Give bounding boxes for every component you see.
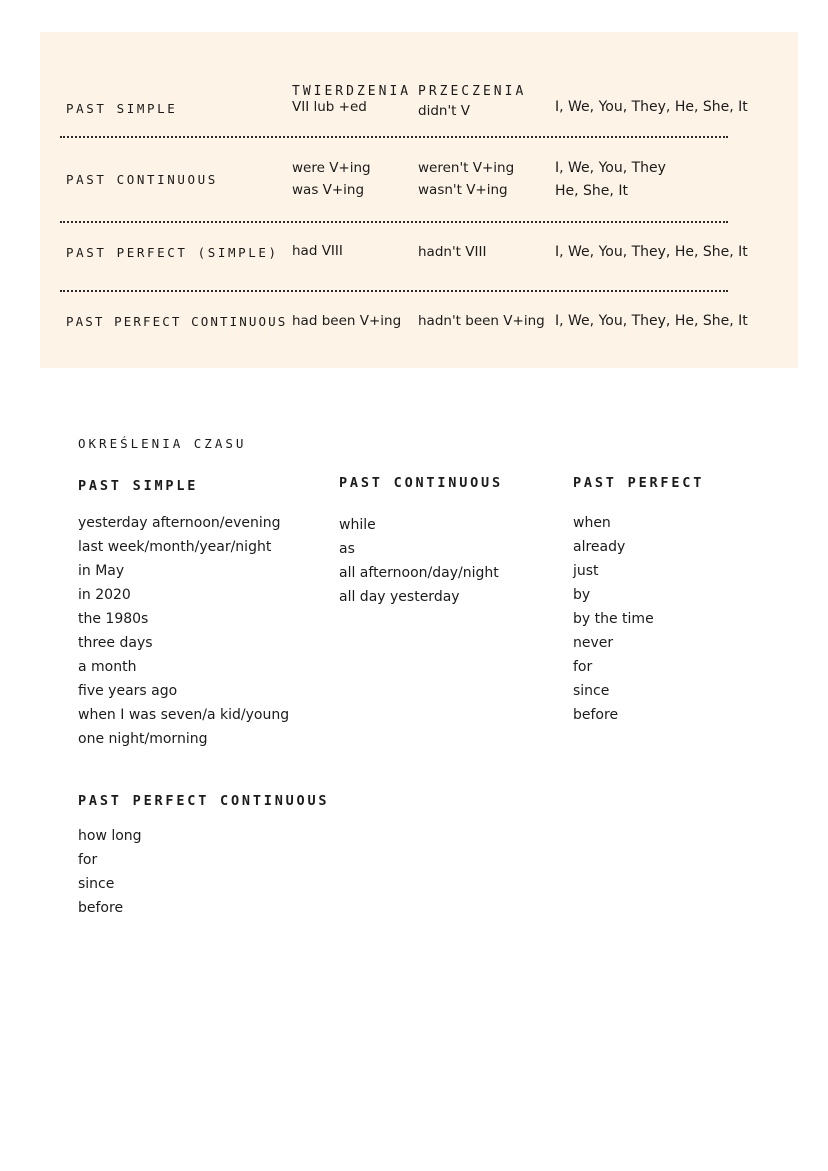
pronouns: He, She, It [555, 183, 628, 199]
row-divider [60, 290, 728, 292]
list-item: when [573, 515, 611, 531]
list-item: one night/morning [78, 731, 208, 747]
row-divider [60, 221, 728, 223]
negative-form: hadn't been V+ing [418, 313, 545, 329]
negative-form: weren't V+ing [418, 160, 515, 176]
expression-list [573, 511, 704, 727]
pronouns: I, We, You, They, He, She, It [555, 313, 748, 329]
tense-table [40, 32, 798, 368]
list-item: three days [78, 635, 153, 651]
list-item: while [339, 517, 376, 533]
tense-name: PAST CONTINUOUS [66, 172, 218, 187]
expression-list [78, 824, 329, 920]
affirmative-form: had been V+ing [292, 313, 402, 329]
list-item: five years ago [78, 683, 178, 699]
list-item: as [339, 541, 355, 557]
affirmative-form: had VIII [292, 243, 343, 259]
column-past-perfect [573, 475, 704, 727]
column-past-simple [78, 478, 289, 751]
column-heading: PAST PERFECT [573, 475, 705, 491]
negative-form: didn't V [418, 103, 470, 119]
column-past-continuous [339, 475, 503, 609]
negative-form: wasn't V+ing [418, 182, 508, 198]
list-item: yesterday afternoon/evening [78, 515, 281, 531]
column-past-perfect-continuous [78, 793, 329, 920]
affirmative-form: was V+ing [292, 182, 365, 198]
list-item: by the time [573, 611, 654, 627]
expression-list [78, 511, 289, 751]
list-item: since [573, 683, 610, 699]
list-item: for [573, 659, 593, 675]
negative-form: hadn't VIII [418, 244, 487, 260]
list-item: before [78, 900, 124, 916]
list-item: in May [78, 563, 125, 579]
list-item: all afternoon/day/night [339, 565, 499, 581]
list-item: last week/month/year/night [78, 539, 272, 555]
header-affirmative: TWIERDZENIA [292, 84, 412, 99]
affirmative-form: were V+ing [292, 160, 371, 176]
list-item: never [573, 635, 614, 651]
list-item: just [573, 563, 599, 579]
list-item: since [78, 876, 115, 892]
list-item: when I was seven/a kid/young [78, 707, 290, 723]
column-heading: PAST PERFECT CONTINUOUS [78, 793, 330, 809]
list-item: how long [78, 828, 142, 844]
list-item: before [573, 707, 619, 723]
list-item: already [573, 539, 626, 555]
list-item: all day yesterday [339, 589, 460, 605]
affirmative-form: VII lub +ed [292, 99, 367, 115]
tense-name: PAST SIMPLE [66, 101, 178, 116]
list-item: for [78, 852, 98, 868]
column-heading: PAST CONTINUOUS [339, 475, 503, 491]
pronouns: I, We, You, They, He, She, It [555, 244, 748, 260]
tense-name: PAST PERFECT CONTINUOUS [66, 314, 288, 329]
list-item: the 1980s [78, 611, 149, 627]
list-item: in 2020 [78, 587, 131, 603]
pronouns: I, We, You, They, He, She, It [555, 99, 748, 115]
list-item: a month [78, 659, 137, 675]
list-item: by [573, 587, 591, 603]
pronouns: I, We, You, They [555, 160, 666, 176]
expression-list [339, 513, 503, 609]
tense-name: PAST PERFECT (SIMPLE) [66, 245, 279, 260]
column-heading: PAST SIMPLE [78, 478, 199, 494]
header-negative: PRZECZENIA [418, 84, 527, 99]
row-divider [60, 136, 728, 138]
section-title: OKREŚLENIA CZASU [78, 436, 247, 451]
